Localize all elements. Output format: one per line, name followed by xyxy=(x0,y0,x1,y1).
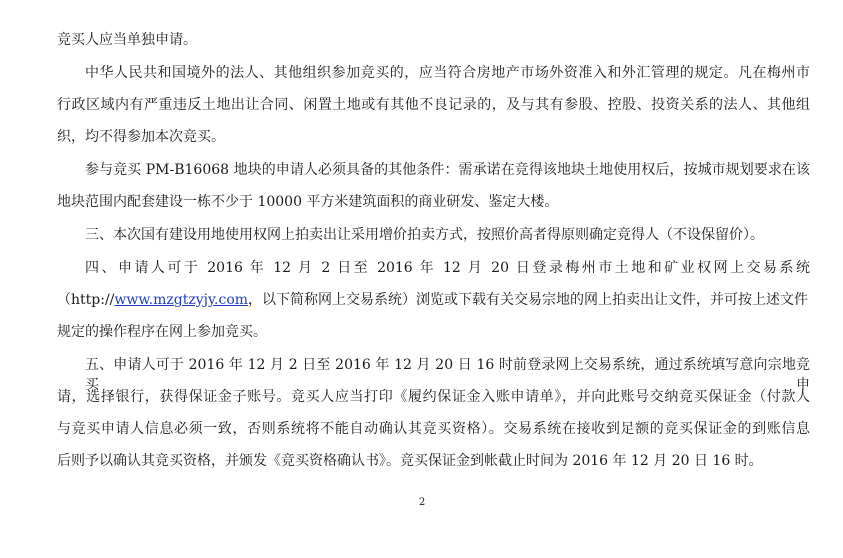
paragraph-foreign-entities-line-1: 中华人民共和国境外的法人、其他组织参加竞买的，应当符合房地产市场外资准入和外汇管理的规定。凡在梅州市 xyxy=(85,65,810,81)
paragraph-auction-method: 三、本次国有建设用地使用权网上拍卖出让采用增价拍卖方式，按照价高者得原则确定竞得人（不设保留价）。 xyxy=(85,227,764,243)
url-prefix: （http:// xyxy=(57,292,115,308)
paragraph-deposit-line-4: 后则予以确认其竞买资格，并颁发《竞买资格确认书》。竞买保证金到帐截止时间为 2016 年 12 月 20 日 16 时。 xyxy=(57,453,763,469)
paragraph-other-conditions-line-2: 地块范围内配套建设一栋不少于 10000 平方米建筑面积的商业研发、鉴定大楼。 xyxy=(57,194,559,210)
trading-system-link[interactable]: www.mzgtzyjy.com xyxy=(114,292,249,308)
paragraph-deposit-line-1: 五、申请人可于 2016 年 12 月 2 日至 2016 年 12 月 20 日 16 时前登录网上交易系统，通过系统填写意向宗地竞买申 xyxy=(85,357,810,393)
paragraph-application-period-line-1: 四、申请人可于 2016 年 12 月 2 日至 2016 年 12 月 20 日登录梅州市土地和矿业权网上交易系统 xyxy=(85,260,810,276)
paragraph-foreign-entities-line-2: 行政区域内有严重违反土地出让合同、闲置土地或有其他不良记录的，及与其有参股、控股、投资关系的法人、其他组 xyxy=(57,97,810,113)
paragraph-continuation-line: 竞买人应当单独申请。 xyxy=(57,32,197,48)
paragraph-application-period-line-2 xyxy=(57,290,808,310)
paragraph-deposit-line-2: 请，选择银行，获得保证金子账号。竞买人应当打印《履约保证金入账申请单》，并向此账号交纳竞买保证金（付款人 xyxy=(57,389,810,405)
paragraph-deposit-line-3: 与竞买申请人信息必须一致，否则系统将不能自动确认其竞买资格）。交易系统在接收到足额的竞买保证金的到账信息 xyxy=(57,421,810,437)
page-number: 2 xyxy=(418,497,426,508)
paragraph-application-period-line-3: 规定的操作程序在网上参加竞买。 xyxy=(57,324,267,340)
paragraph-foreign-entities-line-3: 织，均不得参加本次竞买。 xyxy=(57,129,225,145)
paragraph-other-conditions-line-1: 参与竞买 PM-B16068 地块的申请人必须具备的其他条件：需承诺在竞得该地块土地使用权后，按城市规划要求在该 xyxy=(85,162,810,178)
url-suffix-text: ，以下简称网上交易系统）浏览或下载有关交易宗地的网上拍卖出让文件，并可按上述文件 xyxy=(248,292,809,308)
